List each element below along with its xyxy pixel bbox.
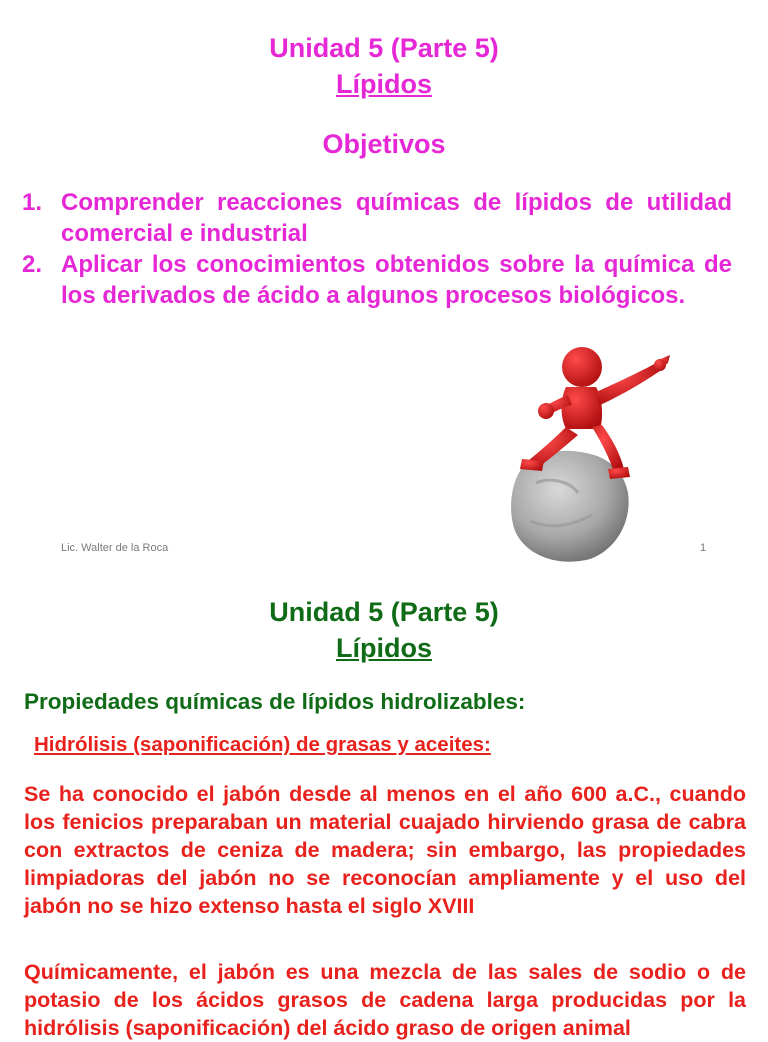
footer-author: Lic. Walter de la Roca: [61, 542, 169, 554]
objective-item-2: [22, 249, 732, 311]
objective-text: Comprender reacciones químicas de lípidos de utilidad comercial e industrial: [61, 189, 732, 247]
objective-number: 2.: [22, 251, 43, 278]
slide-2: [0, 578, 768, 1040]
paragraph-history: Se ha conocido el jabón desde al menos en el año 600 a.C., cuando los fenicios preparaban un material cuajado hirviendo grasa de cabra con extractos de ceniza de madera; sin embargo, las propiedades limpiadoras del jabón no se reconocían ampliamente y el uso del jabón no se hizo extenso hasta el siglo XVIII: [24, 782, 746, 918]
slide-divider: [0, 570, 768, 578]
slide1-subtitle: Objetivos: [322, 129, 446, 159]
footer-page-number: 1: [700, 542, 707, 554]
paragraph-chemistry: Químicamente, el jabón es una mezcla de las sales de sodio o de potasio de los ácidos grasos de cadena larga producidas por la hidrólisis (saponificación) del ácido graso de origen animal: [24, 960, 746, 1040]
section-subheading: Hidrólisis (saponificación) de grasas y aceites:: [34, 733, 491, 756]
objective-number: 1.: [22, 189, 43, 216]
red-figure-on-rock-illustration: [500, 343, 690, 565]
slide1-title-lipidos: Lípidos: [336, 69, 432, 99]
slide2-title-lipidos: Lípidos: [336, 633, 432, 663]
objective-item-1: [22, 187, 732, 249]
slide1-title: Unidad 5 (Parte 5): [269, 33, 499, 63]
section-heading: Propiedades químicas de lípidos hidrolizables:: [24, 689, 526, 714]
objectives-list: [22, 187, 732, 311]
objective-text: Aplicar los conocimientos obtenidos sobre la química de los derivados de ácido a algunos procesos biológicos.: [61, 251, 732, 309]
slide2-title: Unidad 5 (Parte 5): [269, 597, 499, 627]
